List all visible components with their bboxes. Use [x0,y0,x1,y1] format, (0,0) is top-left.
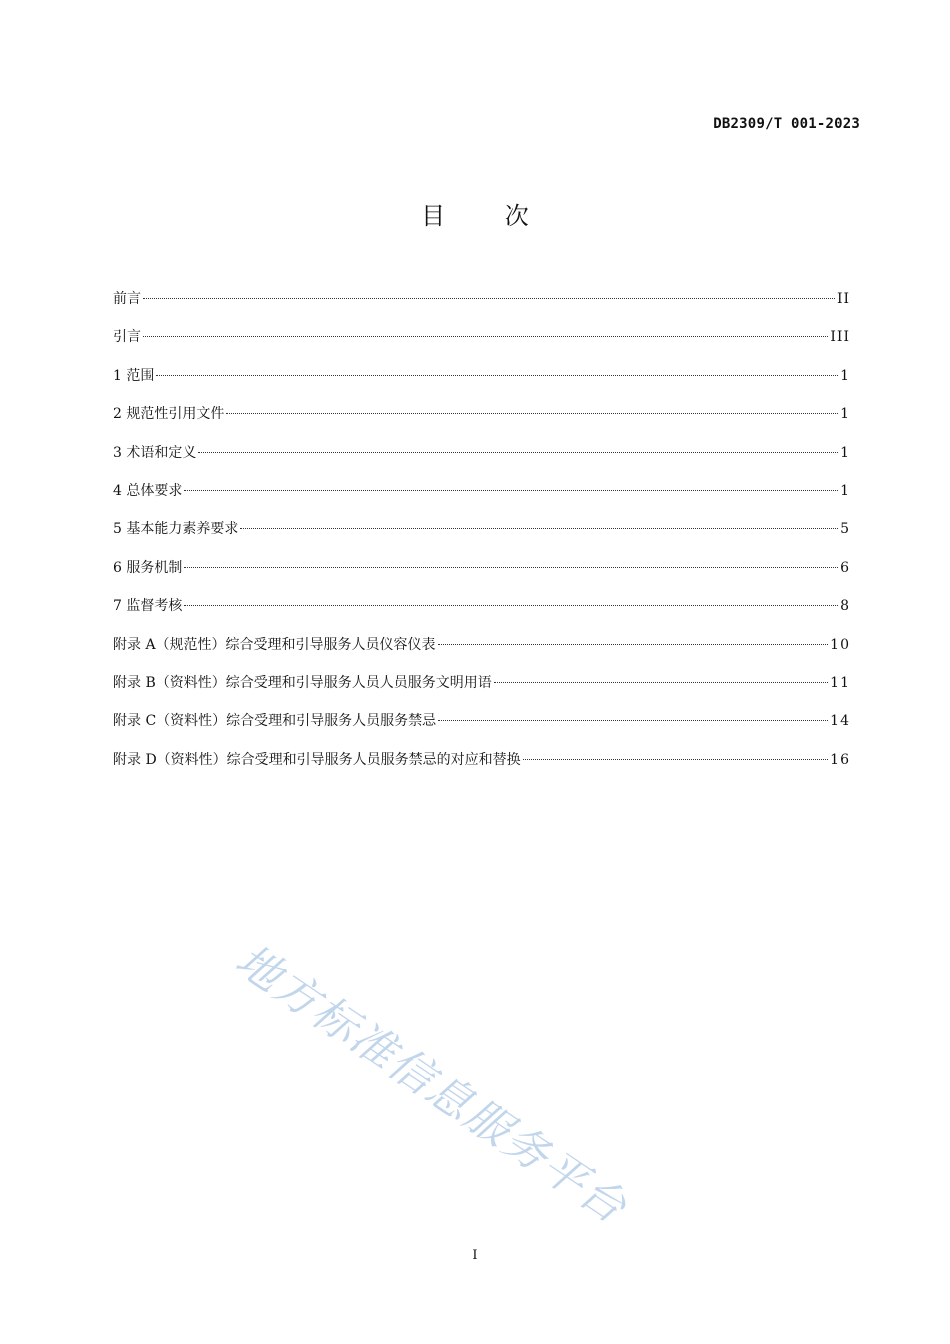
toc-entry-appendix-a[interactable] [113,635,850,673]
document-code: DB2309/T 001-2023 [713,116,860,132]
toc-dot-leader [198,452,838,453]
toc-entry-label: 附录 C（资料性）综合受理和引导服务人员服务禁忌 [113,713,437,730]
toc-entry-general-requirements[interactable] [113,481,850,519]
toc-entry-page: 14 [830,713,850,730]
toc-entry-label: 2 规范性引用文件 [113,406,225,423]
watermark: 地方标准信息服务平台 [226,934,637,1235]
toc-dot-leader [156,375,838,376]
toc-entry-label: 前言 [113,291,141,307]
toc-entry-label: 附录 A（规范性）综合受理和引导服务人员仪容仪表 [113,636,436,653]
toc-entry-label: 4 总体要求 [113,482,183,499]
toc-entry-normative-references[interactable] [113,404,850,442]
toc-dot-leader [184,567,838,568]
toc-dot-leader [143,298,835,299]
toc-dot-leader [494,682,828,683]
toc-entry-label: 附录 D（资料性）综合受理和引导服务人员服务禁忌的对应和替换 [113,751,521,768]
toc-entry-label: 1 范围 [113,367,155,384]
toc-entry-basic-competency[interactable] [113,519,850,557]
toc-entry-foreword[interactable] [113,289,850,327]
toc-entry-appendix-b[interactable] [113,673,850,711]
toc-entry-page: 1 [840,367,850,384]
toc-dot-leader [438,720,828,721]
toc-entry-appendix-d[interactable] [113,750,850,788]
toc-dot-leader [438,644,829,645]
toc-entry-page: 6 [840,559,850,576]
toc-entry-label: 5 基本能力素养要求 [113,521,239,538]
toc-entry-label: 3 术语和定义 [113,444,197,461]
toc-dot-leader [184,605,838,606]
toc-entry-label: 引言 [113,329,141,346]
toc-entry-appendix-c[interactable] [113,711,850,749]
toc-entry-scope[interactable] [113,366,850,404]
toc-entry-page: 1 [840,482,850,499]
toc-entry-label: 6 服务机制 [113,559,183,576]
toc-entry-page: III [830,329,850,346]
page-title: 目 次 [421,202,555,230]
toc-entry-terms-definitions[interactable] [113,443,850,481]
toc-entry-label: 附录 B（资料性）综合受理和引导服务人员人员服务文明用语 [113,674,492,691]
page-number: I [472,1248,478,1263]
toc-entry-supervision[interactable] [113,596,850,634]
toc-entry-page: 1 [840,406,850,423]
toc-entry-page: II [836,291,850,307]
toc-dot-leader [143,336,828,337]
toc-dot-leader [523,759,828,760]
toc-entry-introduction[interactable] [113,327,850,365]
toc-entry-page: 16 [830,751,850,768]
toc-entry-label: 7 监督考核 [113,598,183,615]
toc-dot-leader [226,413,838,414]
toc-entry-page: 1 [840,444,850,461]
toc-dot-leader [240,528,838,529]
toc-entry-page: 10 [830,636,850,653]
toc-entry-page: 5 [840,521,850,538]
toc-entry-service-mechanism[interactable] [113,558,850,596]
toc-entry-page: 8 [840,598,850,615]
table-of-contents [113,289,850,788]
toc-entry-page: 11 [830,674,850,691]
toc-dot-leader [184,490,838,491]
